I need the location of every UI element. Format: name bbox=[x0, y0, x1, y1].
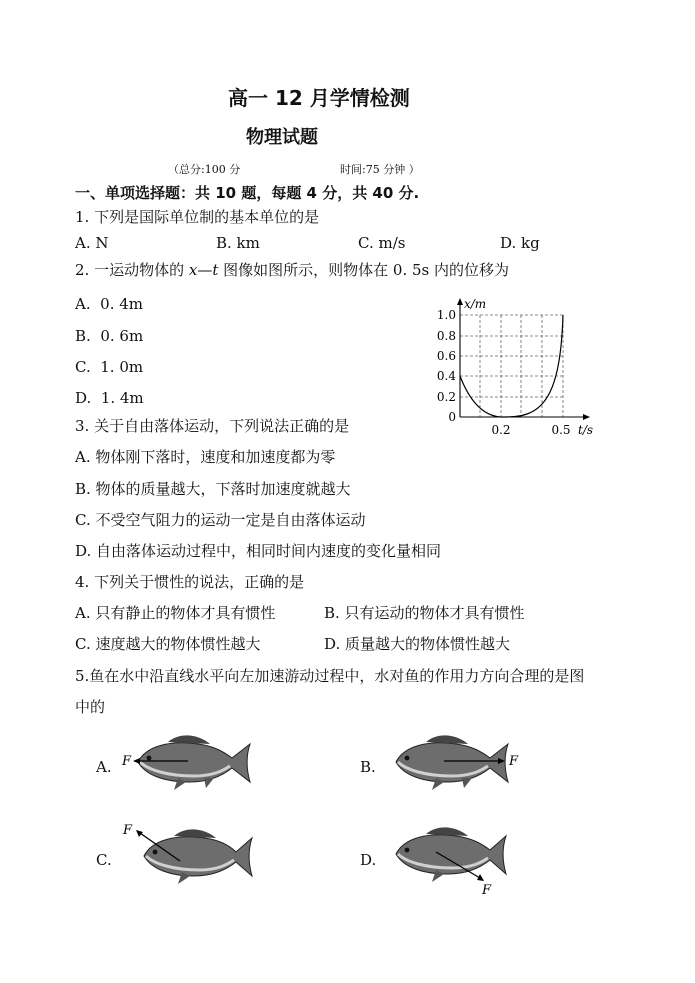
fish-icon bbox=[138, 735, 250, 790]
q3-option-d: D. 自由落体运动过程中，相同时间内速度的变化量相同 bbox=[75, 542, 442, 560]
q2-option-a-value: 0. 4m bbox=[100, 295, 144, 313]
q3-option-c: C. 不受空气阻力的运动一定是自由落体运动 bbox=[75, 511, 366, 529]
q2-option-b-value: 0. 6m bbox=[100, 327, 144, 345]
fish-figure-b bbox=[388, 730, 526, 794]
force-label: F bbox=[482, 883, 492, 896]
q5-option-a: A. bbox=[96, 758, 112, 776]
section-heading: 一、单项选择题：共 10 题，每题 4 分，共 40 分. bbox=[75, 184, 420, 202]
total-score: （总分:100 分 bbox=[168, 163, 241, 176]
q1-stem: 1. 下列是国际单位制的基本单位的是 bbox=[75, 208, 320, 226]
q2-stem bbox=[75, 260, 509, 280]
q4-stem: 4. 下列关于惯性的说法，正确的是 bbox=[75, 573, 305, 591]
x-tick-0.5: 0.5 bbox=[551, 423, 571, 437]
fish-figure-d bbox=[388, 822, 526, 896]
q1-option-b: B. km bbox=[216, 234, 260, 252]
force-label: F bbox=[123, 823, 133, 838]
q5-option-b: B. bbox=[360, 758, 376, 776]
force-label: F bbox=[509, 754, 519, 769]
fish-icon bbox=[396, 735, 508, 790]
x-tick-0.2: 0.2 bbox=[491, 423, 511, 437]
y-tick-0.8: 0.8 bbox=[436, 329, 456, 343]
q3-option-b: B. 物体的质量越大，下落时加速度就越大 bbox=[75, 480, 351, 498]
time-limit: 时间:75 分钟 ） bbox=[340, 163, 420, 176]
q4-option-b: B. 只有运动的物体才具有惯性 bbox=[324, 604, 525, 622]
q2-stem-xt: x—t bbox=[188, 261, 219, 279]
q2-option-c bbox=[75, 357, 143, 377]
q3-option-a: A. 物体刚下落时，速度和加速度都为零 bbox=[75, 448, 336, 466]
q2-option-b-label: B. bbox=[75, 327, 91, 345]
y-tick-0.4: 0.4 bbox=[436, 369, 456, 383]
y-tick-0: 0 bbox=[448, 410, 456, 424]
q3-stem: 3. 关于自由落体运动，下列说法正确的是 bbox=[75, 417, 350, 435]
y-tick-0.6: 0.6 bbox=[436, 349, 456, 363]
fish-figure-c bbox=[118, 818, 256, 888]
y-axis-arrow bbox=[457, 298, 463, 305]
q2-option-d bbox=[75, 388, 144, 408]
fish-icon bbox=[144, 829, 252, 884]
q5-option-c: C. bbox=[96, 851, 112, 869]
force-label: F bbox=[122, 754, 132, 769]
q2-option-b bbox=[75, 326, 143, 346]
y-tick-0.2: 0.2 bbox=[436, 390, 456, 404]
y-tick-1.0: 1.0 bbox=[436, 308, 456, 322]
q5-stem-line1: 5.鱼在水中沿直线水平向左加速游动过程中，水对鱼的作用力方向合理的是图 bbox=[75, 667, 585, 685]
x-axis-arrow bbox=[583, 414, 590, 420]
graph-grid bbox=[460, 315, 563, 417]
page-title: 高一 12 月学情检测 bbox=[228, 86, 410, 110]
q2-option-d-value: 1. 4m bbox=[100, 389, 144, 407]
q1-option-c: C. m/s bbox=[358, 234, 406, 252]
q2-stem-a: 2. 一运动物体的 bbox=[75, 261, 185, 279]
q2-option-d-label: D. bbox=[75, 389, 92, 407]
y-axis-label: x/m bbox=[464, 297, 487, 311]
q1-option-a: A. N bbox=[75, 234, 109, 252]
xt-graph bbox=[418, 296, 603, 438]
fish-figure-a bbox=[118, 730, 256, 794]
x-axis-label: t/s bbox=[578, 423, 594, 437]
fish-icon bbox=[396, 827, 506, 882]
q4-option-d: D. 质量越大的物体惯性越大 bbox=[324, 635, 511, 653]
q2-option-a bbox=[75, 294, 143, 314]
q5-option-d: D. bbox=[360, 851, 377, 869]
q2-option-c-value: 1. 0m bbox=[100, 358, 144, 376]
page-subtitle: 物理试题 bbox=[246, 127, 318, 148]
xt-curve bbox=[460, 315, 563, 417]
q2-stem-c: 图像如图所示，则物体在 0. 5s 内的位移为 bbox=[223, 261, 510, 279]
q5-stem-line2: 中的 bbox=[75, 698, 106, 716]
q2-option-c-label: C. bbox=[75, 358, 91, 376]
q1-option-d: D. kg bbox=[500, 234, 540, 252]
q4-option-c: C. 速度越大的物体惯性越大 bbox=[75, 635, 261, 653]
q4-option-a: A. 只有静止的物体才具有惯性 bbox=[75, 604, 276, 622]
q2-option-a-label: A. bbox=[75, 295, 91, 313]
